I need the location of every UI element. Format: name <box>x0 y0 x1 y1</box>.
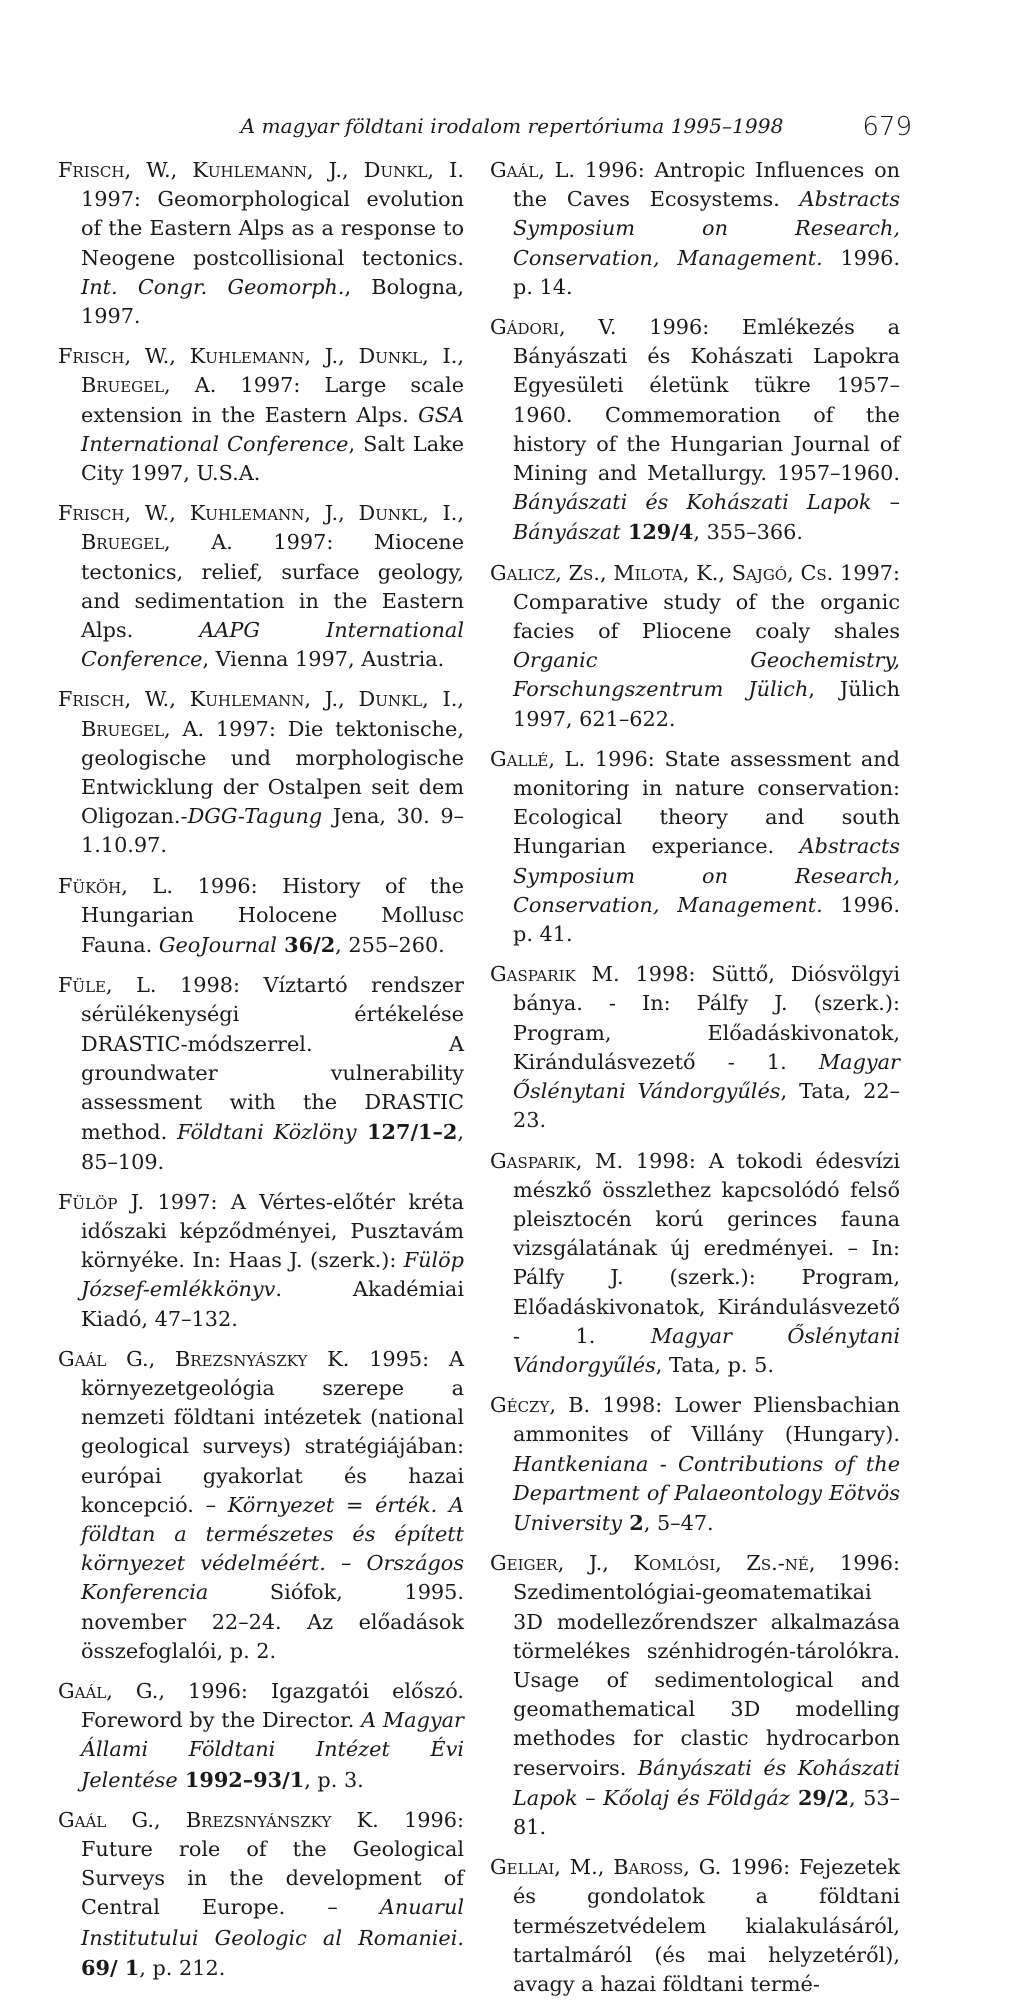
left-column <box>58 156 464 1994</box>
entry-source: GeoJournal <box>158 933 277 958</box>
entry-authors: Géczy, B. <box>490 1393 591 1418</box>
entry-tail: , Salt Lake City 1997, U.S.A. <box>81 431 464 486</box>
bibliography-entry <box>490 559 900 734</box>
entry-text: 1996: State assessment and monitoring in nature conservation: Ecological theory and south Hungarian experiance. <box>513 746 900 859</box>
bibliography-entry <box>490 156 900 302</box>
entry-authors: Frisch, W., Kuhlemann, J., Dunkl, I., Bruegel, A. <box>58 501 464 555</box>
bibliography-entry <box>490 313 900 548</box>
bibliography-entry <box>490 1549 900 1842</box>
entry-tail: 1996. p. 14. <box>513 245 900 299</box>
entry-source: Abstracts Symposium on Research, Conservation, Management. <box>513 834 900 917</box>
entry-text: 1997: Large scale extension in the Eastern Alps. <box>81 373 464 427</box>
running-title: A magyar földtani irodalom repertóriuma 1995–1998 <box>240 114 784 138</box>
entry-volume: 69/ 1 <box>81 1954 140 1980</box>
page-number: 679 <box>862 112 912 142</box>
entry-volume: 2 <box>622 1509 644 1535</box>
entry-tail: , 85–109. <box>81 1120 465 1174</box>
entry-authors: Fülöp J. <box>58 1189 145 1214</box>
bibliography-entry <box>58 872 464 961</box>
bibliography-entry <box>58 1677 464 1795</box>
bibliography-entry <box>58 685 464 860</box>
entry-source: DGG-Tagung <box>187 804 323 829</box>
entry-text: 1997: Die tektonische, geologische und morphologische Entwicklung der Ostalpen seit dem Oligozan.- <box>81 716 464 829</box>
entry-text: 1998: Lower Pliensbachian ammonites of Villány (Hungary). <box>513 1393 900 1447</box>
bibliography-entry <box>490 1147 900 1381</box>
entry-volume: 36/2 <box>276 932 336 958</box>
entry-text: , 1996: Igazgatói előszó. Foreword by the Director. <box>81 1678 464 1733</box>
entry-tail: , 255–260. <box>335 933 445 958</box>
entry-source: Int. Congr. Geomorph. <box>81 274 345 299</box>
entry-text: 1995: A környezetgeológia szerepe a nemzeti földtani intézetek (national geological surveys) stratégiájában: európai gyakorlat és hazai koncepció. – <box>81 1346 464 1517</box>
entry-source: Abstracts Symposium on Research, Conservation, Management. <box>513 187 900 270</box>
entry-authors: Gádori, V. <box>490 315 617 340</box>
entry-source: GSA International Conference <box>81 402 464 456</box>
entry-text: 1997: Geomorphological evolution of the Eastern Alps as a response to Neogene postcollisional tectonics. <box>81 187 464 270</box>
entry-tail: 1996. p. 41. <box>513 892 900 947</box>
entry-authors: Gasparik, M. <box>490 1148 624 1173</box>
entry-authors: Frisch, W., Kuhlemann, J., Dunkl, I., Bruegel, A. <box>58 687 464 741</box>
entry-source: AAPG International Conference <box>81 618 464 672</box>
entry-tail: , p. 3. <box>304 1767 364 1792</box>
bibliography-entry <box>58 156 464 331</box>
entry-authors: Gaál G., Brezsnyászky K. <box>58 1346 350 1371</box>
bibliography-entry <box>490 1853 900 1999</box>
bibliography-entry <box>490 960 900 1135</box>
entry-authors: Frisch, W., Kuhlemann, J., Dunkl, I. <box>58 158 464 182</box>
right-column <box>490 156 900 2010</box>
entry-text: 1997: Miocene tectonics, relief, surface geology, and sedimentation in the Eastern Alps. <box>81 530 465 643</box>
entry-tail: , p. 212. <box>139 1955 226 1980</box>
entry-text: 1997: A Vértes-előtér kréta időszaki képződményei, Pusztavám környéke. In: Haas J. (szerk.): <box>81 1189 465 1273</box>
entry-tail: , Vienna 1997, Austria. <box>202 647 445 672</box>
entry-tail: , 53–81. <box>513 1785 900 1839</box>
entry-source: Fülöp József-emlékkönyv <box>81 1248 464 1302</box>
entry-text: 1996: Emlékezés a Bányászati és Kohászati Lapokra Egyesületi életünk tükre 1957–1960. Commemoration of the history of the Hungarian Journal of Mining and Metallurgy. 1957–1960. <box>513 315 900 486</box>
bibliography-entry <box>58 1806 464 1983</box>
entry-source: Bányászati és Kohászati Lapok – Bányászat <box>513 490 900 545</box>
bibliography-entry <box>58 1188 464 1334</box>
entry-source: Hantkeniana - Contributions of the Department of Palaeontology Eötvös University <box>513 1451 900 1535</box>
entry-tail: , Tata, 22–23. <box>513 1079 900 1133</box>
entry-authors: Geiger, J., Komlósi, Zs.-né, <box>490 1551 816 1576</box>
entry-tail: , 355–366. <box>693 520 803 545</box>
entry-authors: Gallé, L. <box>490 746 586 771</box>
entry-volume: 29/2 <box>789 1784 849 1810</box>
entry-tail: Jena, 30. 9–1.10.97. <box>81 804 464 858</box>
entry-volume: 1992–93/1 <box>177 1766 305 1792</box>
entry-authors: Gaál, L. <box>490 158 576 182</box>
bibliography-entry <box>58 971 464 1176</box>
entry-source: Magyar Őslénytani Vándorgyűlés <box>513 1049 900 1104</box>
entry-text: 1996: Fejezetek és gondolatok a földtani természetvédelem kialakulásáról, tartalmáról (és mai helyzetéről), avagy a hazai földtani termé- <box>513 1855 901 1996</box>
entry-text: 1996: Future role of the Geological Surveys in the development of Central Europe. – <box>81 1807 464 1920</box>
entry-volume: 129/4 <box>620 519 694 545</box>
entry-tail: , 5–47. <box>643 1510 714 1535</box>
entry-authors: Gasparik M. <box>490 962 620 987</box>
entry-tail: , Jülich 1997, 621–622. <box>513 677 900 731</box>
entry-authors: Füle, L. <box>58 973 157 998</box>
entry-source: Organic Geochemistry, Forschungszentrum Jülich <box>513 648 900 702</box>
entry-tail: , Bologna, 1997. <box>81 274 464 329</box>
entry-tail: . Akadémiai Kiadó, 47–132. <box>81 1277 464 1331</box>
entry-text: 1996: History of the Hungarian Holocene Mollusc Fauna. <box>81 873 464 958</box>
entry-source: Környezet = érték. A földtan a természetes és épített környezet védelméért. – Országos Konferencia <box>81 1492 464 1605</box>
entry-source: Anuarul Institutului Geologic al Romaniei. <box>81 1895 464 1950</box>
entry-authors: Füköh, L. <box>58 873 173 898</box>
entry-source: Földtani Közlöny <box>177 1120 357 1145</box>
bibliography-entry <box>58 499 464 674</box>
entry-tail: , Tata, p. 5. <box>655 1352 774 1377</box>
entry-text: 1996: Antropic Influences on the Caves Ecosystems. <box>513 158 900 212</box>
entry-authors: Gaál G., Brezsnyánszky K. <box>58 1807 379 1832</box>
entry-source: Bányászati és Kohászati Lapok – Kőolaj és Földgáz <box>513 1755 900 1810</box>
entry-text: 1997: Comparative study of the organic facies of Pliocene coaly shales <box>513 560 900 644</box>
entry-tail: Siófok, 1995. november 22–24. Az előadások összefoglalói, p. 2. <box>81 1580 464 1663</box>
entry-text: 1998: A tokodi édesvízi mészkő összlethez kapcsolódó felső pleisztocén korú gerinces fauna vizsgálatának új eredményei. – In: Pálfy J. (szerk.): Program, Előadáskivonatok, Kirándulásvezető - 1. <box>513 1148 900 1348</box>
bibliography-entry <box>490 1391 900 1538</box>
entry-volume: 127/1–2 <box>356 1119 458 1145</box>
entry-text: 1998: Süttő, Diósvölgyi bánya. - In: Pálfy J. (szerk.): Program, Előadáskivonatok, Kirándulásvezető - 1. <box>513 962 900 1074</box>
bibliography-entry <box>58 342 464 488</box>
page-header <box>0 112 1024 148</box>
entry-source: A Magyar Állami Földtani Intézet Évi Jelentése <box>81 1708 464 1792</box>
bibliography-entry <box>58 1345 464 1666</box>
entry-authors: Gellai, M., Baross, G. <box>490 1855 722 1880</box>
entry-text: 1996: Szedimentológiai-geomatematikai 3D modellezőrendszer alkalmazása törmelékes szénhidrogén-tárolókra. Usage of sedimentological and geomathematical 3D modelling methodes for clastic hydrocarbon reservoirs. <box>513 1551 900 1780</box>
bibliography-entry <box>490 745 900 949</box>
entry-source: Magyar Őslénytani Vándorgyűlés <box>513 1323 900 1377</box>
entry-text: 1998: Víztartó rendszer sérülékenységi értékelése DRASTIC-módszerrel. A groundwater vulnerability assessment with the DRASTIC method. <box>81 973 464 1145</box>
entry-authors: Gaál, G. <box>58 1678 159 1703</box>
entry-authors: Galicz, Zs., Milota, K., Sajgó, Cs. <box>490 560 834 585</box>
entry-authors: Frisch, W., Kuhlemann, J., Dunkl, I., Bruegel, A. <box>58 344 464 398</box>
